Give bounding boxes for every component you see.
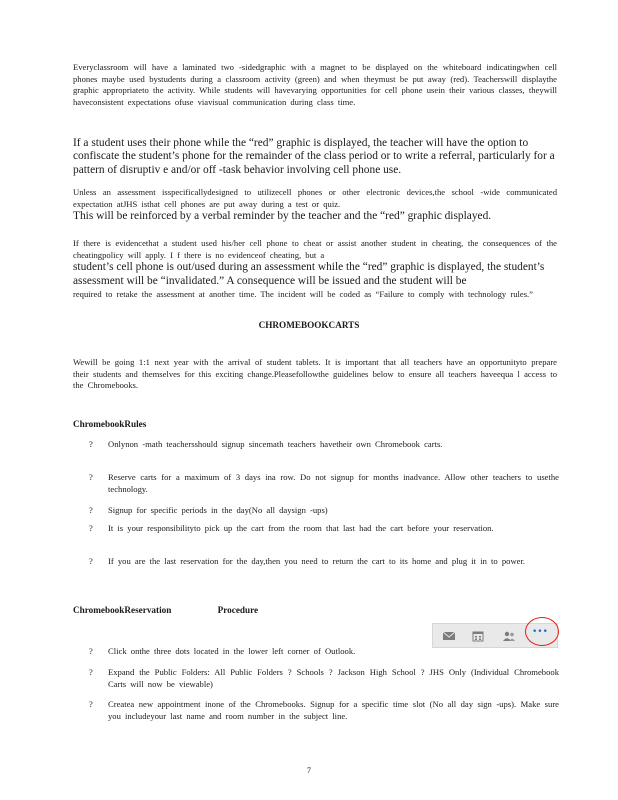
paragraph-display-graphic: Everyclassroom will have a laminated two -sidedgraphic with a magnet to be displayed on the whiteboard indicatingwhen cell phones maybe used bystudents during a classroom activity (green) and when theymust be put away (red). Teacherswill displaythe graphic appropriateto the activity. While students will havevarying opportunities for cell phone usein their various classes, theywill haveconsistent expectations ofuse viavisual communication during class time. xyxy=(73,62,557,107)
bullet-mark: ? xyxy=(89,699,93,709)
paragraph-assessment-reminder: This will be reinforced by a verbal reminder by the teacher and the “red” graphic displayed. xyxy=(73,210,492,223)
bullet-mark: ? xyxy=(89,472,93,482)
bullet-mark: ? xyxy=(89,667,93,677)
rule-text: Onlynon -math teachersshould signup sincemath teachers havetheir own Chromebook carts. xyxy=(108,439,443,449)
bullet-mark: ? xyxy=(89,646,93,656)
paragraph-cheating-retake-text: required to retake the assessment at another time. The incident will be coded as “Failure to comply with technology rules.” xyxy=(73,289,533,299)
reservation-step-text: Expand the Public Folders: All Public Folders ? Schools ? Jackson High School ? JHS Only (Individual Chromebook Carts will now be viewable) xyxy=(108,667,559,689)
paragraph-assessment-expectation: Unless an assessment isspecificallydesigned to utilizecell phones or other electronic devices,the school -wide communicated expectation atJHS isthat cell phones are put away during a test or quiz. xyxy=(73,187,557,209)
mail-icon[interactable] xyxy=(442,629,456,641)
more-icon[interactable]: ••• xyxy=(532,627,548,637)
reservation-heading-right: Procedure xyxy=(217,605,259,615)
bullet-mark: ? xyxy=(89,523,93,533)
list-item xyxy=(89,646,559,658)
rule-text: If you are the last reservation for the day,then you need to return the cart to its home and plug it in to power. xyxy=(108,556,526,566)
rule-text: It is your responsibilityto pick up the cart from the room that last had the cart before your reservation. xyxy=(108,523,494,533)
people-icon[interactable] xyxy=(502,629,516,641)
paragraph-red-graphic-consequence xyxy=(73,137,557,177)
reservation-heading xyxy=(73,605,557,615)
rule-text: Signup for specific periods in the day(No all daysign -ups) xyxy=(108,505,328,515)
paragraph-cheating-invalidated: student’s cell phone is out/used during an assessment while the “red” graphic is displayed, the student’s assessment will be “invalidated.” A consequence will be issued and the student will be xyxy=(73,261,545,287)
bullet-mark: ? xyxy=(89,439,93,449)
bullet-mark: ? xyxy=(89,556,93,566)
section-title: CHROMEBOOKCARTS xyxy=(258,320,360,330)
rule-text: Reserve carts for a maximum of 3 days ina row. Do not signup for months inadvance. Allow other teachers to usethe technology. xyxy=(108,472,559,494)
list-item xyxy=(89,505,559,517)
paragraph-one-to-one: Wewill be going 1:1 next year with the arrival of student tablets. It is important that all teachers have an opportunityto prepare their students and themselves for this exciting change.Pleasefollowthe guidelines below to ensure all teachers haveequa l access to the Chromebooks. xyxy=(73,357,557,391)
list-item xyxy=(89,439,559,451)
calendar-icon[interactable] xyxy=(471,629,485,641)
paragraph-cheating-policy: If there is evidencethat a student used his/her cell phone to cheat or assist another student in cheating, the consequences of the cheatingpolicy will apply. I f there is no evidenceof cheating, but a xyxy=(73,238,557,260)
paragraph-red-graphic-text: If a student uses their phone while the “red” graphic is displayed, the teacher will have the option to confiscate the student’s phone for the remainder of the class period or to write a referral, particularly for a pattern of disruptiv e and/or off -task behavior involving cell phone use. xyxy=(73,137,555,176)
reservation-step-text: Createa new appointment inone of the Chromebooks. Signup for a specific time slot (No all day sign -ups). Make sure you includeyour last name and room number in the subject line. xyxy=(108,699,559,721)
reservation-heading-left: ChromebookReservation xyxy=(73,605,172,615)
paragraph-cheating xyxy=(73,238,557,301)
bullet-mark: ? xyxy=(89,505,93,515)
paragraph-assessment xyxy=(73,187,557,224)
list-item xyxy=(89,556,559,568)
reservation-step-text: Click onthe three dots located in the lower left corner of Outlook. xyxy=(108,646,356,656)
more-icon-highlight-circle xyxy=(525,617,559,646)
page-number: 7 xyxy=(306,766,312,775)
rules-heading: ChromebookRules xyxy=(73,419,147,429)
list-item xyxy=(89,523,559,535)
list-item xyxy=(89,667,559,690)
paragraph-cheating-retake xyxy=(73,288,557,301)
list-item xyxy=(89,472,559,495)
list-item xyxy=(89,699,559,722)
